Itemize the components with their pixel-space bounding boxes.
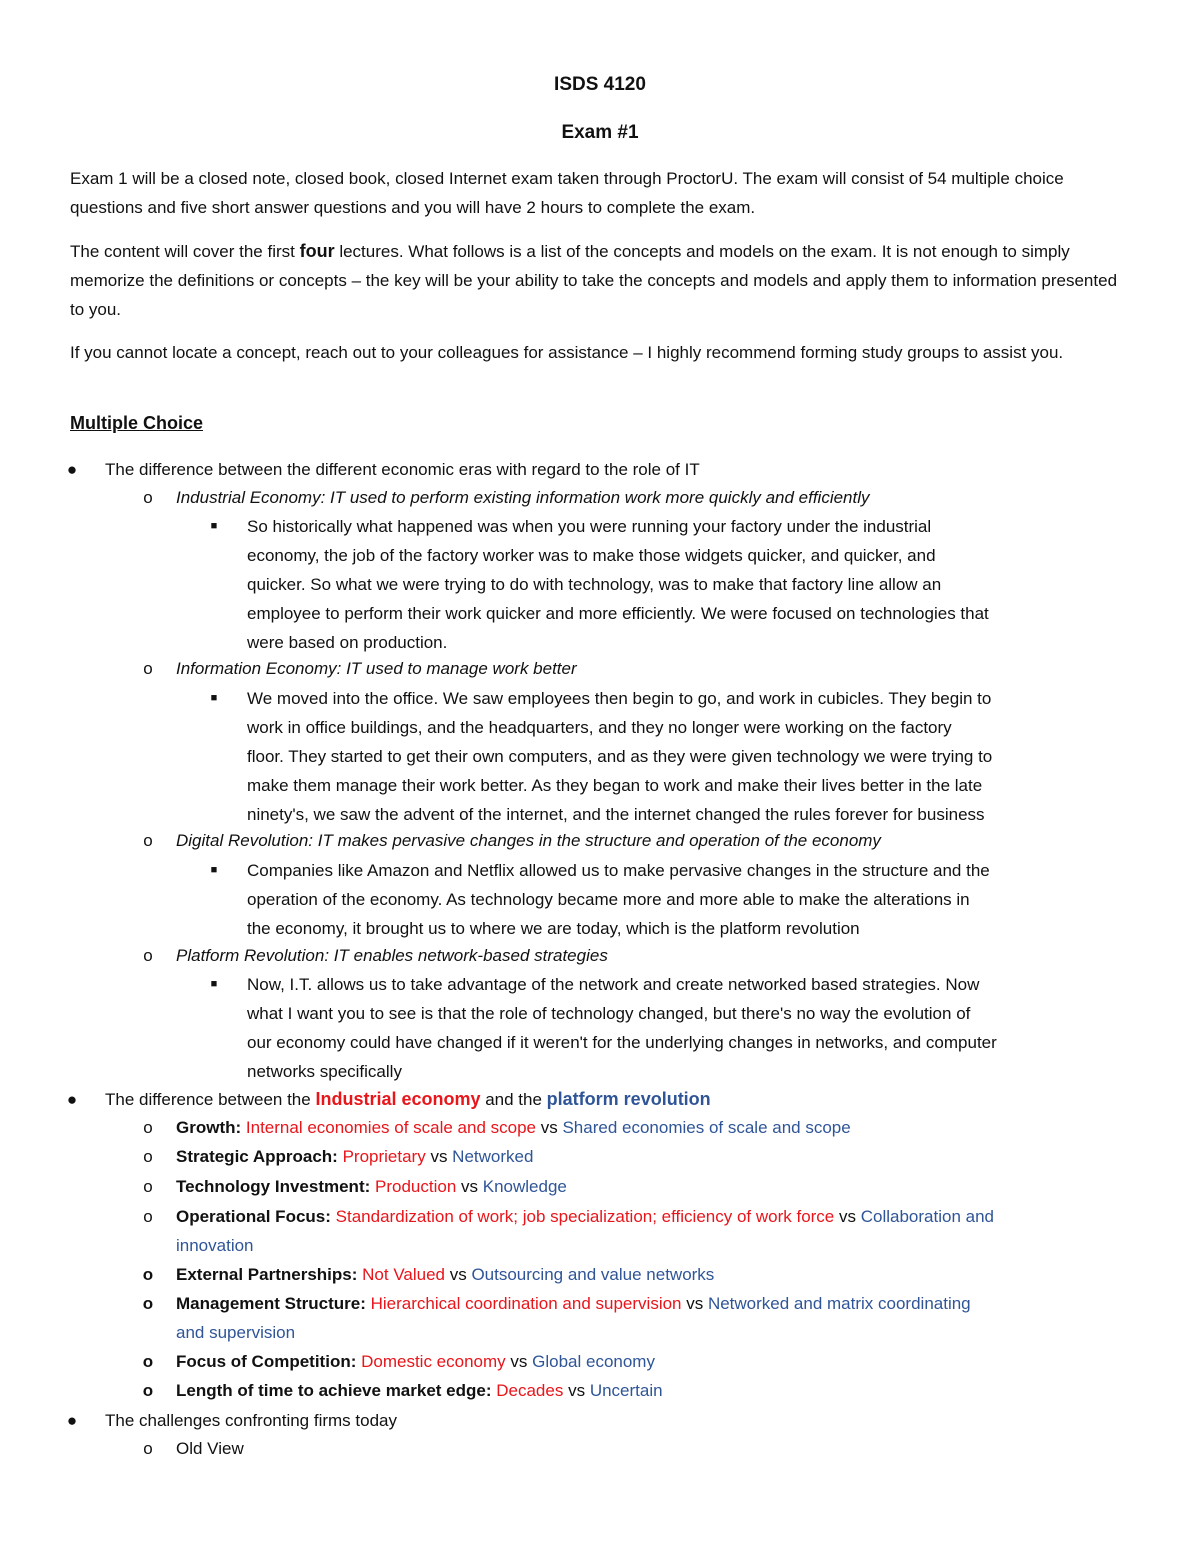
circle-bullet-icon: o	[142, 1294, 154, 1313]
circle-bullet-icon: o	[143, 946, 153, 965]
square-bullet-icon: ■	[210, 864, 218, 876]
exam-title: Exam #1	[561, 122, 639, 143]
intro-paragraph-3: If you cannot locate a concept, reach out to your colleagues for assistance – I highly recommend forming study groups to assist you.	[70, 343, 1064, 362]
circle-bullet-icon: o	[143, 1118, 153, 1137]
circle-bullet-icon: o	[142, 1352, 154, 1371]
circle-bullet-icon: o	[143, 1207, 153, 1226]
square-bullet-icon: ■	[210, 520, 218, 532]
circle-bullet-icon: o	[143, 1147, 153, 1166]
circle-bullet-icon: o	[143, 831, 153, 850]
circle-bullet-icon: o	[142, 1381, 154, 1400]
document-page: ISDS 4120 Exam #1 Exam 1 will be a closed note, closed book, closed Internet exam taken through ProctorU. The exam will consist of 54 multiple choice questions and five short answer questions and you will have 2 hours to complete the exam. The content will cover the first four lectures. What follows is a list of the concepts and models on the exam. It is not enough to simply memorize the definitions or concepts – the key will be your ability to take the concepts and models and apply them to information presented to you. If you cannot locate a concept, reach out to your colleagues for assistance – I highly recommend forming study groups to assist you. Multiple Choice ● The difference between the different economic eras with regard to the role of IT o Industrial Economy: IT used to perform existing information work more quickly and efficiently ■ So historically what happened was when you were running your factory under the industrial economy, the job of the factory worker was to make those widgets quicker, and quicker, and quicker. So what we were trying to do with technology, was to make that factory line allow an employee to perform their work quicker and more efficiently. We were focused on technologies that were based on production. o Information Economy: IT used to manage work better ■ We moved into the office. We saw employees then begin to go, and work in cubicles. They begin to work in office buildings, and the headquarters, and they no longer were working on the factory floor. They started to get their own computers, and as they were given technology we were trying to make them manage their work better. As they began to work and make their lives better in the late ninety's, we saw the advent of the internet, and the internet changed the rules forever for business o Digital Revolution: IT makes pervasive changes in the structure and operation of the economy ■ Companies like Amazon and Netflix allowed us to make pervasive changes in the structure and the operation of the economy. As technology became more and more able to make the alterations in the economy, it brought us to where we are today, which is the platform revolution o Platform Revolution: IT enables network-based strategies ■ Now, I.T. allows us to take advantage of the network and create networked based strategies. Now what I want you to see is that the role of technology changed, but there's no way the evolution of our economy could have changed if it weren't for the underlying changes in networks, and computer networks specifically ● The difference between the Industrial economy and the platform revolution o Growth: Internal economies of scale and scope vs Shared economies of scale and scope o Strategic Approach: Proprietary vs Networked o Technology Investment: Production vs Knowledge o Operational Focus: Standardization of work; job specialization; efficiency of work force vs Collaboration and innovation o External Partnerships: Not Valued vs Outsourcing and value networks o Management Structure: Hierarchical coordination and supervision vs Networked and matrix coordinating and supervision o Focus of Competition: Domestic economy vs Global economy o Length of time to achieve market edge: Decades vs Uncertain ● The challenges confronting firms today o Old View	[0, 0, 1200, 1553]
intro-paragraph-1: Exam 1 will be a closed note, closed book, closed Internet exam taken through ProctorU. The exam will consist of 54 multiple choice questions and five short answer questions and you will have 2 hours to complete the exam.	[70, 169, 1064, 217]
intro-paragraph-2: The content will cover the first four lectures. What follows is a list of the concepts and models on the exam. It is not enough to simply memorize the definitions or concepts – the key will be your ability to take the concepts and models and apply them to information presented to you.	[70, 241, 1118, 319]
section-heading: Multiple Choice	[70, 413, 204, 433]
course-title: ISDS 4120	[554, 74, 646, 95]
circle-bullet-icon: o	[143, 659, 153, 678]
bullet-icon: ●	[66, 1090, 78, 1109]
circle-bullet-icon: o	[143, 488, 153, 507]
bullet-icon: ●	[66, 460, 78, 479]
circle-bullet-icon: o	[143, 1177, 153, 1196]
bullet-icon: ●	[66, 1411, 78, 1430]
square-bullet-icon: ■	[210, 692, 218, 704]
circle-bullet-icon: o	[142, 1265, 154, 1284]
circle-bullet-icon: o	[143, 1439, 153, 1458]
square-bullet-icon: ■	[210, 978, 218, 990]
